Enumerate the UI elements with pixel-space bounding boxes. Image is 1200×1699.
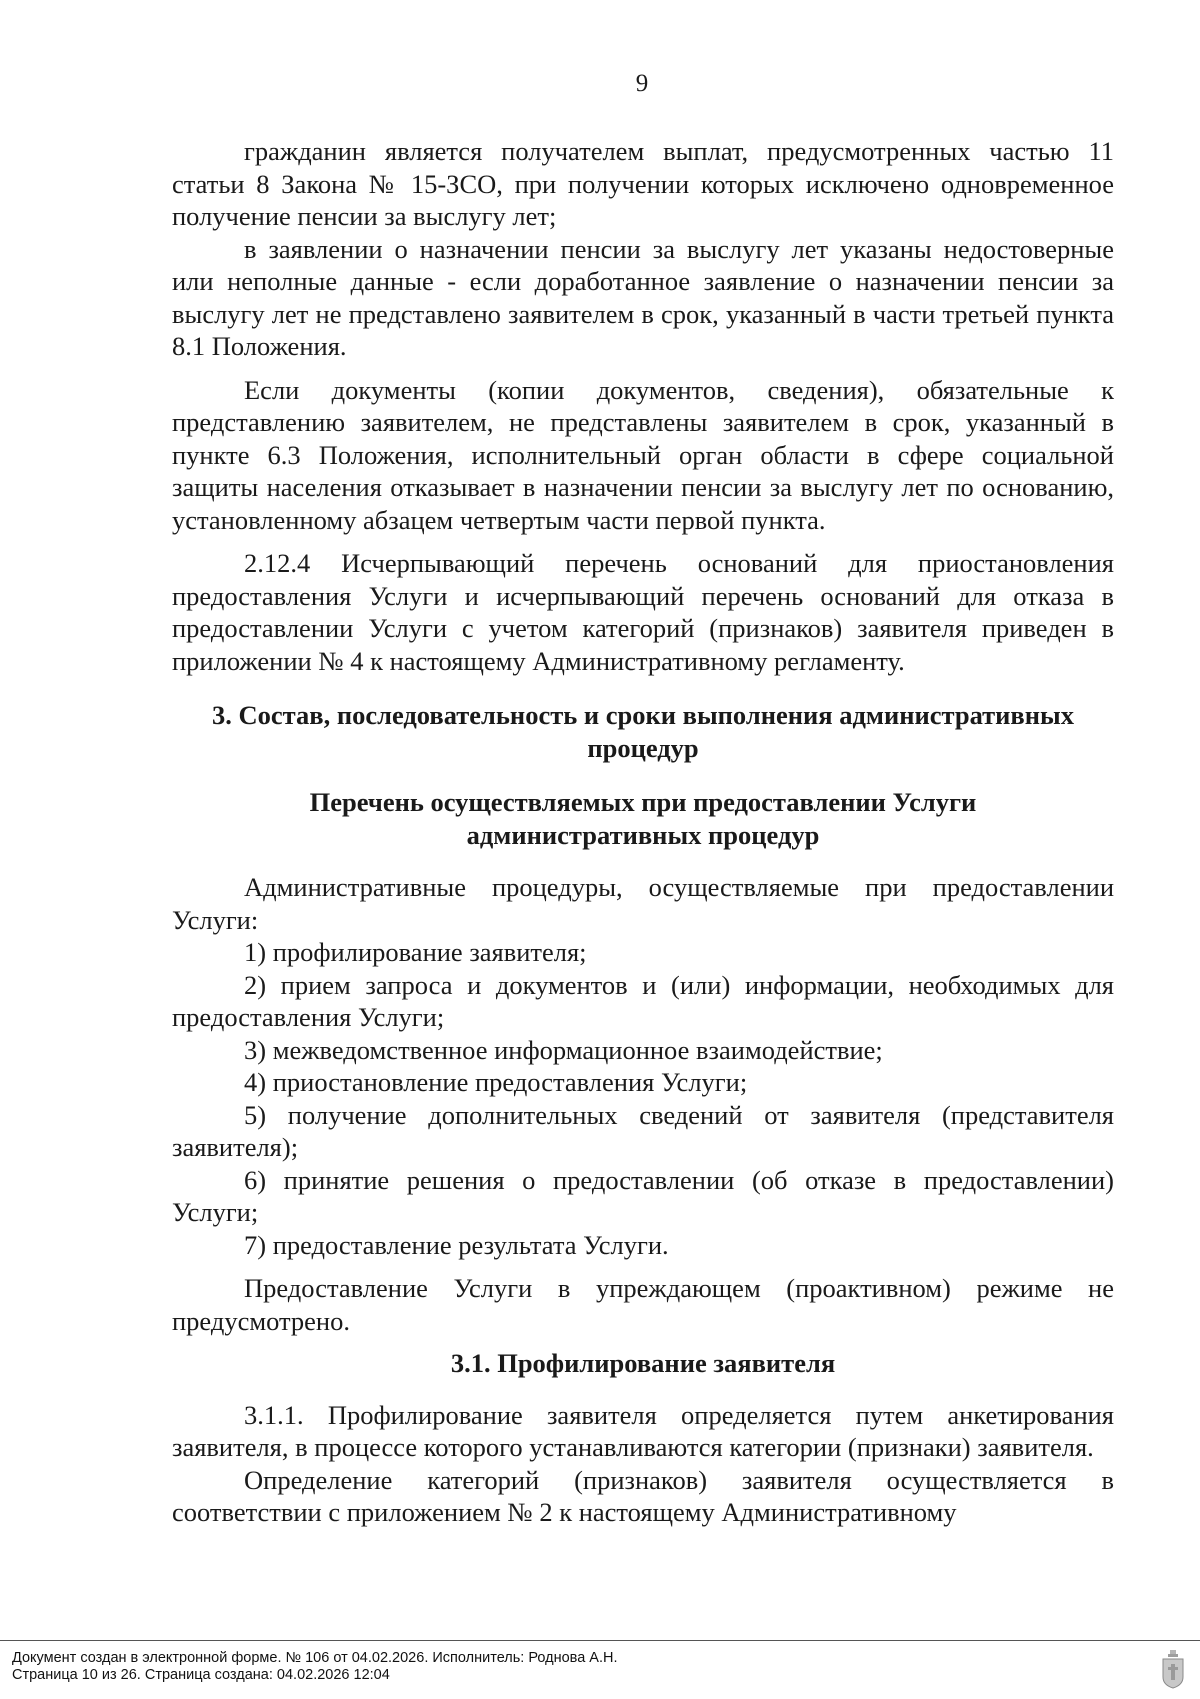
paragraph-category-definition: Определение категорий (признаков) заявителя осуществляется в соответствии с приложением № 2 к настоящему Административному [172, 1464, 1114, 1527]
subheading-line2: административных процедур [466, 819, 820, 850]
procedures-intro: Административные процедуры, осуществляемые при предоставлении Услуги: [172, 872, 1114, 935]
procedure-item: 2) прием запроса и документов и (или) информации, необходимых для предоставления Услуги; [172, 969, 1114, 1032]
section-heading-line1: 3. Состав, последовательность и сроки выполнения административных [212, 700, 1074, 730]
procedure-item: 1) профилирование заявителя; [244, 937, 587, 967]
footer-line-page-info: Страница 10 из 26. Страница создана: 04.02.2026 12:04 [12, 1667, 390, 1683]
page-number: 9 [635, 70, 649, 97]
proactive-note: Предоставление Услуги в упреждающем (проактивном) режиме не предусмотрено. [172, 1273, 1114, 1336]
paragraph-invalid-data: в заявлении о назначении пенсии за выслугу лет указаны недостоверные или неполные данные - если доработанное заявление о назначении пенсии за выслугу лет не представлено заявителем в срок, указанный в части третьей пункта 8.1 Положения. [172, 233, 1114, 361]
procedure-item: 3) межведомственное информационное взаимодействие; [244, 1034, 883, 1065]
procedure-item: 7) предоставление результата Услуги. [244, 1229, 669, 1260]
section-heading [172, 699, 1114, 764]
section-heading-line2: процедур [587, 732, 699, 763]
subsection-heading: 3.1. Профилирование заявителя [450, 1348, 836, 1378]
subheading-line1: Перечень осуществляемых при предоставлении Услуги [309, 787, 977, 817]
document-footer [0, 1640, 1200, 1699]
paragraph-recipient-payments: гражданин является получателем выплат, предусмотренных частью 11 статьи 8 Закона № 15-ЗСО, при получении которых исключено одновременное получение пенсии за выслугу лет; [172, 136, 1114, 231]
procedure-item: 6) принятие решения о предоставлении (об отказе в предоставлении) Услуги; [172, 1164, 1114, 1227]
paragraph-documents-not-submitted: Если документы (копии документов, сведения), обязательные к представлению заявителем, не представлены заявителем в срок, указанный в пункте 6.3 Положения, исполнительный орган области в сфере социальной защиты населения отказывает в назначении пенсии за выслугу лет по основанию, установленному абзацем четвертым части первой пункта. [172, 374, 1114, 535]
paragraph-3-1-1: 3.1.1. Профилирование заявителя определяется путем анкетирования заявителя, в процессе которого устанавливаются категории (признаки) заявителя. [172, 1399, 1114, 1462]
document-body [172, 135, 1114, 1529]
procedure-item: 4) приостановление предоставления Услуги; [244, 1067, 748, 1097]
footer-text [12, 1650, 618, 1684]
procedure-item: 5) получение дополнительных сведений от заявителя (представителя заявителя); [172, 1099, 1114, 1162]
paragraph-2-12-4: 2.12.4 Исчерпывающий перечень оснований для приостановления предоставления Услуги и исчерпывающий перечень оснований для отказа в предоставлении Услуги с учетом категорий (признаков) заявителя приведен в приложении № 4 к настоящему Административному регламенту. [172, 548, 1114, 676]
subheading [172, 786, 1114, 851]
footer-line-document-info: Документ создан в электронной форме. № 106 от 04.02.2026. Исполнитель: Роднова А.Н. [12, 1650, 618, 1666]
coat-of-arms-icon [1160, 1649, 1186, 1689]
